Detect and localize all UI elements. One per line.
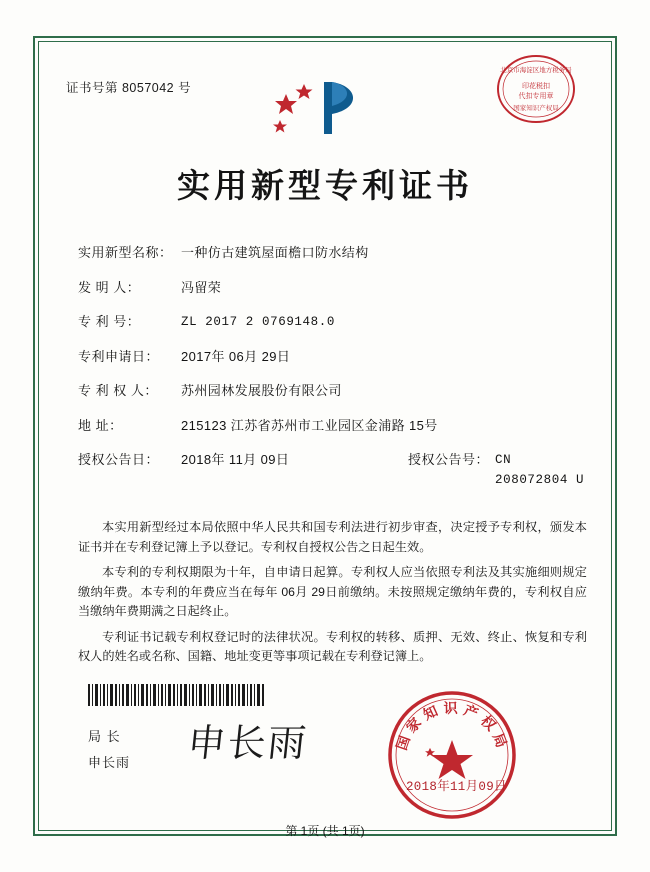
- field-row: [78, 243, 590, 263]
- page-footer: 第 1页 (共 1页): [285, 824, 365, 838]
- barcode: [88, 684, 264, 706]
- field-value: ZL 2017 2 0769148.0: [181, 315, 335, 329]
- seal-date: 2018年11月09日: [406, 780, 507, 794]
- svg-text:国家知识产权局: 国家知识产权局: [513, 104, 559, 112]
- paragraph: 本实用新型经过本局依照中华人民共和国专利法进行初步审查，决定授予专利权，颁发本证书并在专利登记簿上予以登记。专利权自授权公告之日起生效。: [78, 520, 587, 554]
- tax-stamp-seal-icon: [495, 48, 577, 130]
- field-value: 2017年 06月 29日: [181, 348, 291, 364]
- certificate-fields: [78, 243, 590, 504]
- svg-text:印花税扣: 印花税扣: [522, 82, 550, 90]
- grant-number-label: 授权公告号：: [408, 452, 490, 467]
- field-row: [78, 278, 590, 298]
- field-value: 苏州园林发展股份有限公司: [181, 383, 342, 398]
- director-name-label: 申长雨: [88, 755, 131, 770]
- svg-text:北京市海淀区地方税务局: 北京市海淀区地方税务局: [500, 66, 572, 74]
- field-row: [78, 416, 590, 436]
- official-seal-icon: [385, 688, 520, 823]
- field-value: 冯留荣: [181, 279, 222, 295]
- grant-date-label: 授权公告日：: [78, 452, 160, 467]
- certificate-number: 证书号第 8057042 号: [66, 81, 192, 95]
- grant-announcement-row: [78, 450, 590, 490]
- field-row: [78, 381, 590, 401]
- field-value: 215123 江苏省苏州市工业园区金浦路 15号: [181, 417, 438, 433]
- paragraph: 本专利的专利权期限为十年，自申请日起算。专利权人应当依照专利法及其实施细则规定缴纳年费。本专利的年费应当在每年 06月 29日前缴纳。未按照规定缴纳年费的，专利权自应当缴纳年费期满之日起终止。: [78, 565, 587, 618]
- field-label: 专 利 号：: [78, 314, 141, 329]
- field-row: [78, 312, 590, 332]
- field-value: 一种仿古建筑屋面檐口防水结构: [181, 245, 369, 260]
- field-label: 专利申请日：: [78, 348, 160, 364]
- grant-number-value: CN 208072804 U: [495, 453, 585, 487]
- field-label: 地 址：: [78, 417, 123, 433]
- cnipa-logo-icon: [266, 74, 376, 140]
- grant-date-value: 2018年 11月 09日: [181, 452, 290, 467]
- field-label: 发 明 人：: [78, 279, 141, 295]
- legal-text-block: [78, 518, 587, 673]
- svg-text:代扣专用章: 代扣专用章: [518, 92, 554, 100]
- signature-block: [88, 724, 130, 776]
- handwritten-signature: 申长雨: [185, 721, 310, 765]
- field-label: 实用新型名称：: [78, 245, 173, 260]
- page-title: 实用新型专利证书: [177, 166, 473, 205]
- paragraph: 专利证书记载专利权登记时的法律状况。专利权的转移、质押、无效、终止、恢复和专利权人的姓名或名称、国籍、地址变更等事项记载在专利登记簿上。: [78, 629, 587, 663]
- director-role-label: 局 长: [88, 729, 121, 744]
- field-row: [78, 347, 590, 367]
- svg-text:国 家 知 识 产 权 局: 国 家 知 识 产 权 局: [394, 700, 510, 753]
- field-label: 专 利 权 人：: [78, 383, 158, 398]
